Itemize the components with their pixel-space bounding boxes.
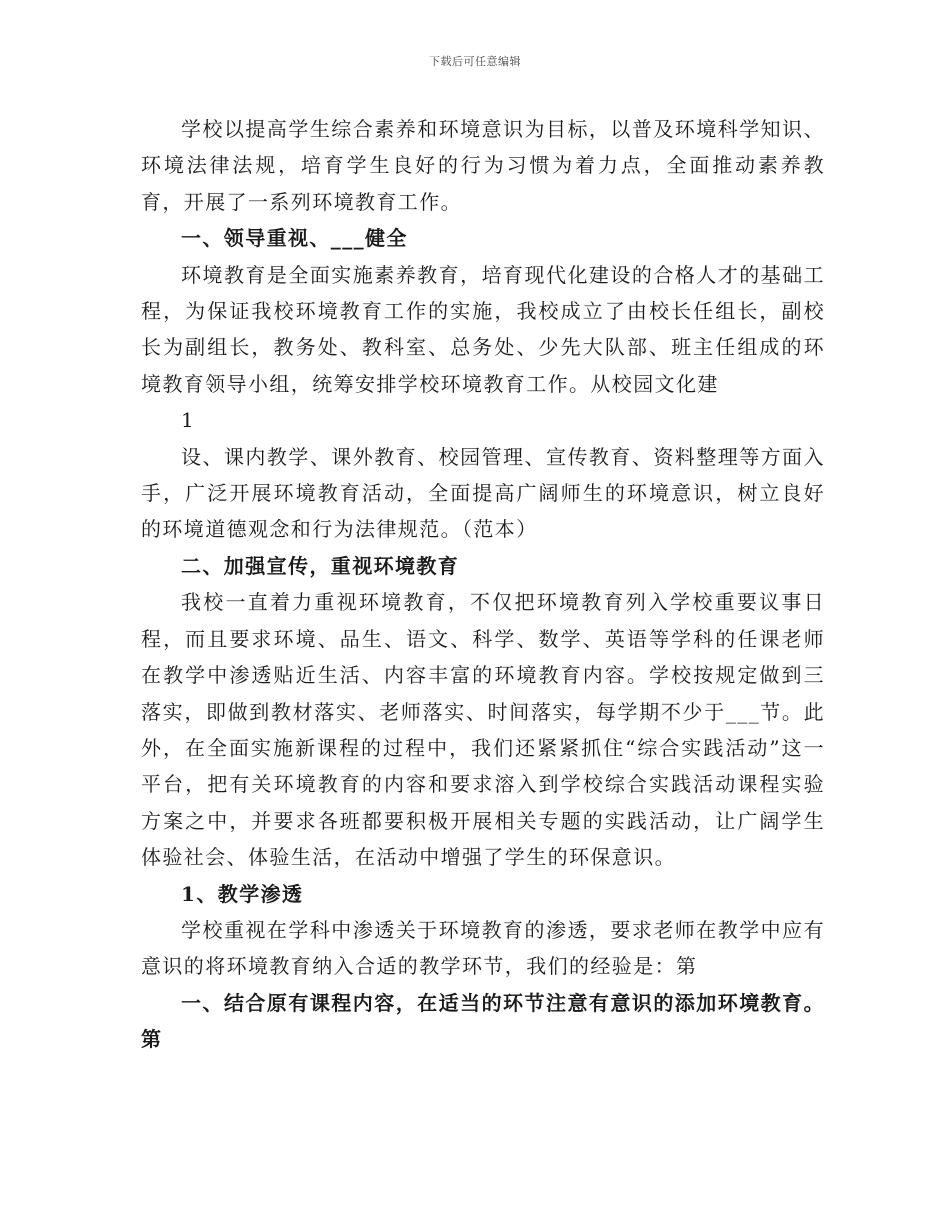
section-heading-1: 一、领导重视、___健全: [181, 226, 408, 251]
paragraph-teaching: 学校重视在学科中渗透关于环境教育的渗透，要求老师在教学中应有意识的将环境教育纳入合适的教学环节，我们的经验是：第: [141, 917, 825, 979]
paragraph-leadership: 环境教育是全面实施素养教育，培育现代化建设的合格人才的基础工程，为保证我校环境教育工作的实施，我校成立了由校长任组长，副校长为副组长，教务处、教科室、总务处、少先大队部、班主任组成的环境教育领导小组，统筹安排学校环境教育工作。从校园文化建: [141, 262, 825, 396]
bold-paragraph: 一、结合原有课程内容，在适当的环节注意有意识的添加环境教育。第: [141, 990, 825, 1052]
document-body: [141, 111, 825, 1058]
intro-paragraph: 学校以提高学生综合素养和环境意识为目标，以普及环境科学知识、环境法律法规，培育学生良好的行为习惯为着力点，全面推动素养教育，开展了一系列环境教育工作。: [141, 117, 825, 214]
paragraph-publicity: 我校一直着力重视环境教育，不仅把环境教育列入学校重要议事日程，而且要求环境、品生、语文、科学、数学、英语等学科的任课老师在教学中渗透贴近生活、内容丰富的环境教育内容。学校按规定做到三落实，即做到教材落实、老师落实、时间落实，每学期不少于___节。此外，在全面实施新课程的过程中，我们还紧紧抓住“综合实践活动”这一平台，把有关环境教育的内容和要求溶入到学校综合实践活动课程实验方案之中，并要求各班都要积极开展相关专题的实践活动，让广阔学生体验社会、体验生活，在活动中增强了学生的环保意识。: [141, 590, 825, 870]
paragraph-continuation: 设、课内教学、课外教育、校园管理、宣传教育、资料整理等方面入手，广泛开展环境教育活动，全面提高广阔师生的环境意识，树立良好的环境道德观念和行为法律规范。（范本）: [141, 444, 825, 542]
subsection-heading-1: 1、教学渗透: [181, 881, 304, 906]
header-note: 下载后可任意编辑: [429, 55, 521, 68]
section-heading-2: 二、加强宣传，重视环境教育: [181, 553, 460, 578]
page-number: 1: [181, 408, 196, 433]
